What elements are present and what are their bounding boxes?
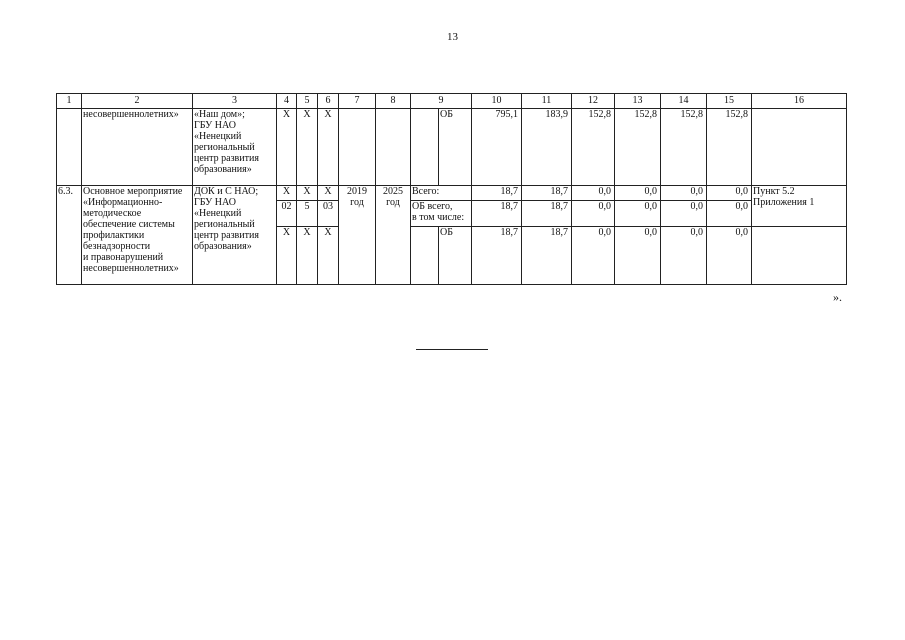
cell-year-1: 183,9 <box>522 109 572 186</box>
cell-year-2: 0,0 <box>572 227 615 285</box>
cell-year-3: 152,8 <box>615 109 661 186</box>
cell-executor: ДОК и С НАО; ГБУ НАО «Ненецкий региональный центр развития образования» <box>193 186 277 285</box>
header-cell-11: 11 <box>522 94 572 109</box>
cell-year-5: 0,0 <box>707 186 752 201</box>
table-row-continued <box>57 109 847 186</box>
cell-code-c: Х <box>318 186 339 201</box>
cell-year-5: 0,0 <box>707 201 752 227</box>
cell-note <box>752 227 847 285</box>
cell-total: 18,7 <box>472 227 522 285</box>
page-number: 13 <box>447 31 458 43</box>
cell-source: Всего: <box>411 186 472 201</box>
table-row-6-3-total <box>57 186 847 201</box>
cell-total: 795,1 <box>472 109 522 186</box>
closing-quote-mark: ». <box>833 290 842 304</box>
cell-year-3: 0,0 <box>615 227 661 285</box>
cell-year-2: 152,8 <box>572 109 615 186</box>
header-cell-10: 10 <box>472 94 522 109</box>
header-cell-1: 1 <box>57 94 82 109</box>
cell-note <box>752 109 847 186</box>
header-cell-8: 8 <box>376 94 411 109</box>
cell-year-5: 0,0 <box>707 227 752 285</box>
header-cell-5: 5 <box>297 94 318 109</box>
cell-year-1: 18,7 <box>522 227 572 285</box>
cell-year-5: 152,8 <box>707 109 752 186</box>
cell-code-b: Х <box>297 227 318 285</box>
cell-year-4: 0,0 <box>661 186 707 201</box>
header-cell-15: 15 <box>707 94 752 109</box>
header-cell-13: 13 <box>615 94 661 109</box>
cell-executor: «Наш дом»; ГБУ НАО «Ненецкий региональный центр развития образования» <box>193 109 277 186</box>
separator-line <box>416 349 488 350</box>
header-cell-6: 6 <box>318 94 339 109</box>
cell-code-a: Х <box>277 109 297 186</box>
cell-event-name: несовершеннолетних» <box>82 109 193 186</box>
cell-code-b: 5 <box>297 201 318 227</box>
cell-source-blank <box>411 227 439 285</box>
header-cell-2: 2 <box>82 94 193 109</box>
cell-code-a: Х <box>277 227 297 285</box>
header-cell-7: 7 <box>339 94 376 109</box>
cell-code-c: 03 <box>318 201 339 227</box>
cell-start-year: 2019 год <box>339 186 376 285</box>
cell-year-2: 0,0 <box>572 201 615 227</box>
header-cell-14: 14 <box>661 94 707 109</box>
cell-note: Пункт 5.2 Приложения 1 <box>752 186 847 227</box>
cell-year-4: 0,0 <box>661 227 707 285</box>
cell-number <box>57 109 82 186</box>
header-cell-3: 3 <box>193 94 277 109</box>
cell-code-c: Х <box>318 227 339 285</box>
cell-source: ОБ <box>439 109 472 186</box>
cell-code-b: Х <box>297 186 318 201</box>
cell-end-year <box>376 109 411 186</box>
cell-code-a: Х <box>277 186 297 201</box>
cell-total: 18,7 <box>472 201 522 227</box>
header-cell-12: 12 <box>572 94 615 109</box>
header-cell-4: 4 <box>277 94 297 109</box>
cell-year-2: 0,0 <box>572 186 615 201</box>
cell-source-blank <box>411 109 439 186</box>
cell-end-year: 2025 год <box>376 186 411 285</box>
cell-source: ОБ <box>439 227 472 285</box>
table-header-row <box>57 94 847 109</box>
cell-number: 6.3. <box>57 186 82 285</box>
cell-year-1: 18,7 <box>522 201 572 227</box>
program-table <box>56 93 847 285</box>
header-cell-9: 9 <box>411 94 472 109</box>
cell-code-c: Х <box>318 109 339 186</box>
cell-year-4: 0,0 <box>661 201 707 227</box>
cell-event-name: Основное мероприятие «Информационно- методическое обеспечение системы профилактики безнадзорности и правонарушений несовершеннолетних» <box>82 186 193 285</box>
cell-year-4: 152,8 <box>661 109 707 186</box>
cell-source: ОБ всего, в том числе: <box>411 201 472 227</box>
cell-year-1: 18,7 <box>522 186 572 201</box>
cell-code-a: 02 <box>277 201 297 227</box>
cell-total: 18,7 <box>472 186 522 201</box>
cell-year-3: 0,0 <box>615 186 661 201</box>
cell-year-3: 0,0 <box>615 201 661 227</box>
cell-code-b: Х <box>297 109 318 186</box>
cell-start-year <box>339 109 376 186</box>
header-cell-16: 16 <box>752 94 847 109</box>
